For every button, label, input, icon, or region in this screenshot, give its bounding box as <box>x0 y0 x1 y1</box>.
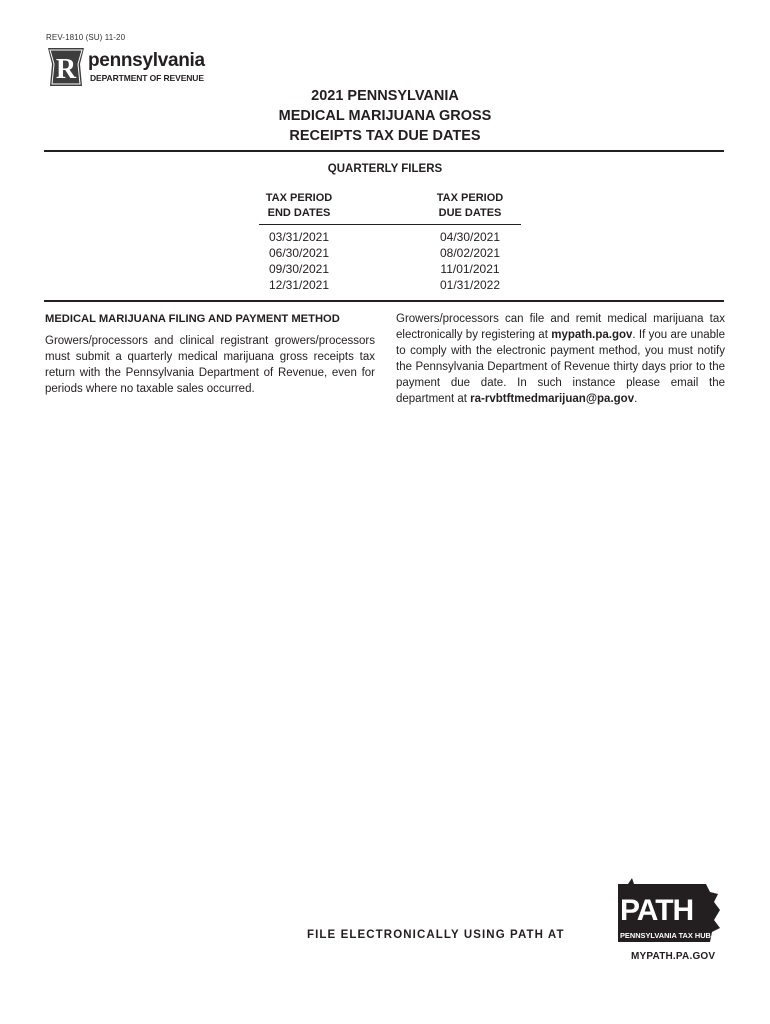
due-dates-header-line-2: DUE DATES <box>438 207 502 219</box>
page-title <box>0 86 770 146</box>
due-date: 01/31/2022 <box>439 278 501 292</box>
due-dates-header <box>400 191 540 221</box>
logo-letter: R <box>55 54 77 85</box>
due-date: 04/30/2021 <box>439 230 501 244</box>
title-line-2: MEDICAL MARIJUANA GROSS <box>278 108 492 124</box>
schedule-header-rule <box>259 224 521 225</box>
right-text-1: Growers/processors can file and remit medical marijuana tax electronically by registering at <box>396 313 725 341</box>
due-date: 08/02/2021 <box>439 246 501 260</box>
divider-top <box>44 150 724 152</box>
path-logo-word: PATH <box>620 894 694 927</box>
end-dates-header-line-1: TAX PERIOD <box>265 192 333 204</box>
method-heading: MEDICAL MARIJUANA FILING AND PAYMENT METHOD <box>45 313 340 325</box>
keystone-icon <box>46 46 86 88</box>
schedule-heading: QUARTERLY FILERS <box>327 163 443 175</box>
end-date: 03/31/2021 <box>268 230 330 244</box>
due-dates-column <box>400 229 540 293</box>
path-logo-tagline: PENNSYLVANIA TAX HUB <box>620 931 711 940</box>
end-dates-column <box>229 229 369 293</box>
end-dates-header <box>229 191 369 221</box>
mypath-link[interactable]: mypath.pa.gov <box>551 329 633 341</box>
pa-revenue-logo <box>46 46 246 90</box>
end-date: 09/30/2021 <box>268 262 330 276</box>
logo-brand: pennsylvania <box>88 50 205 71</box>
due-date: 11/01/2021 <box>440 262 500 276</box>
end-date: 06/30/2021 <box>268 246 330 260</box>
email-link[interactable]: ra-rvbtftmedmarijuan@pa.gov <box>470 393 635 405</box>
end-date: 12/31/2021 <box>268 278 330 292</box>
logo-department: DEPARTMENT OF REVENUE <box>90 73 204 83</box>
due-dates-header-line-1: TAX PERIOD <box>436 192 504 204</box>
right-text-2: . If you are unable to comply with the electronic payment method, you must notify the Pennsylvania Department of Revenue thirty days prior to the payment due date. In such instance please email the department at <box>396 329 725 405</box>
footer-instruction: FILE ELECTRONICALLY USING PATH AT <box>307 929 565 941</box>
method-left-paragraph: Growers/processors and clinical registrant growers/processors must submit a quarterly medical marijuana gross receipts tax return with the Pennsylvania Department of Revenue, even for periods where no taxable sales occurred. <box>45 335 375 395</box>
method-right-paragraph <box>396 311 725 407</box>
pennsylvania-map-icon <box>614 878 724 950</box>
end-dates-header-line-2: END DATES <box>267 207 331 219</box>
path-url[interactable]: MYPATH.PA.GOV <box>631 951 716 962</box>
right-text-3: . <box>634 393 638 405</box>
form-number: REV-1810 (SU) 11-20 <box>46 33 126 42</box>
title-line-1: 2021 PENNSYLVANIA <box>311 88 459 104</box>
title-line-3: RECEIPTS TAX DUE DATES <box>289 128 481 144</box>
divider-middle <box>44 300 724 302</box>
